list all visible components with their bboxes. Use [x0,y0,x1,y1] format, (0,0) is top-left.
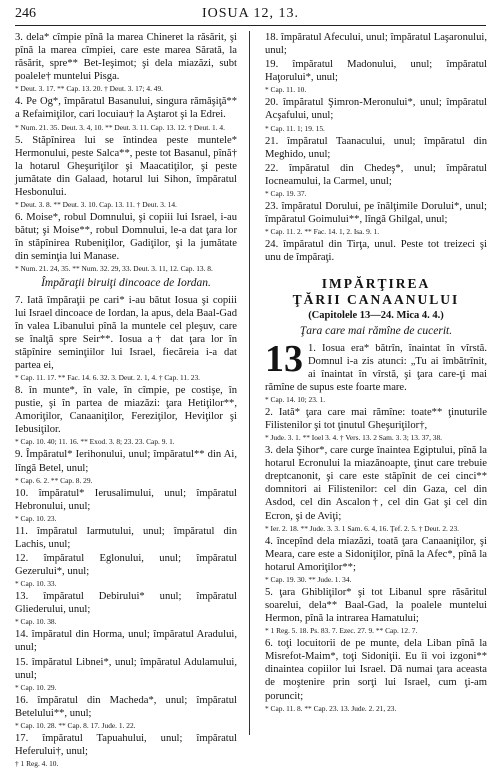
verse-text: 3. dela Şihor*, care curge înaintea Egiptului, pînă la hotarul Ecronului la miazănoapte, ţinut care trebuie dreptcanonit, şi care este stăpînit de cei cinci** domnitori ai Filistenilor: cel din Gaza, cel din Asdod, cel din Ascalon†, cel din Gat şi cel din Ecron, şi de Aviţi; [265,445,487,522]
verse-text: 10. împăratul* Ierusalimului, unul; împăratul Hebronului, unul; [15,487,237,512]
cross-reference: * Cap. 10. 23. [15,513,57,523]
chapter-opening-verse [265,337,487,394]
part-title: ŢĂRII CANAANULUI [292,292,460,308]
section-heading: Ţara care mai rămîne de cucerit. [299,325,453,338]
cross-reference: * Cap. 11. 17. ** Fac. 14. 6. 32. 3. Deut. 2. 1, 4. † Cap. 11. 23. [15,373,201,383]
cross-reference: * Cap. 10. 28. ** Cap. 8. 17. Jude. 1. 22. [15,720,136,730]
page-header [15,4,486,26]
verse-text: 5. ţara Ghibliţilor* şi tot Libanul spre răsăritul soarelui, dela** Baal-Gad, la poalele muntelui Hermon, pînă la intrarea Hamatului; [265,586,487,625]
verse-text: 23. împăratul Dorului, pe înălţimile Dorului*, unul; împăratul Goimului**, lîngă Ghilgal, unul; [265,200,487,226]
verse-text: 9. Împăratul* Ierihonului, unul; împăratul** din Ai, lîngă Betel, unul; [15,449,237,474]
column-divider [249,31,250,735]
verse-text: 4. începînd dela miazăzi, toată ţara Canaaniţilor, şi Meara, care este a Sidoniţilor, pînă la Afec*, pînă la hotarul Amoriţilor**; [265,535,487,573]
verse-text: 14. împăratul din Horma, unul; împăratul Aradului, unul; [15,629,237,654]
cross-reference: † 1 Reg. 4. 10. [15,759,59,769]
verse-text: 20. împăratul Şimron-Meronului*, unul; împăratul Acşafului, unul; [265,97,487,122]
verse-text: 12. împăratul Eglonului, unul; împăratul Gezerului*, unul; [15,553,237,578]
cross-reference: * Ier. 2. 18. ** Jude. 3. 3. 1 Sam. 6. 4, 16. Ţef. 2. 5. † Deut. 2. 23. [265,523,459,533]
verse-text: 8. în munte*, în vale, în cîmpie, pe costişe, în pustie, şi în partea de miazăzi: ţara Hetiţilor**, Amoriţilor, Canaaniţilor, Fereziţilor, Heviţilor şi Iebusiţilor. [15,385,237,436]
cross-reference: * Cap. 10. 33. [15,579,57,589]
cross-reference: * Cap. 10. 38. [15,617,57,627]
cross-reference: * 1 Reg. 5. 18. Ps. 83. 7. Ezec. 27. 9. ** Cap. 12. 7. [265,626,418,636]
cross-reference: * Cap. 19. 30. ** Jude. 1. 34. [265,574,352,584]
verse-text: 4. Pe Og*, împăratul Basanului, singura rămăşiţă** a Refaimiţilor, cari locuiau† la Aştarot şi la Edrei. [15,96,237,121]
cross-reference: * Cap. 6. 2. ** Cap. 8. 29. [15,475,93,485]
part-title: IMPĂRŢIREA [321,276,431,292]
cross-reference: * Cap. 14. 10; 23. 1. [265,394,326,404]
section-heading: Împăraţii biruiţi dincoace de Iordan. [41,277,211,290]
cross-reference: * Cap. 19. 37. [265,188,307,198]
running-head: IOSUA 12, 13. [201,6,299,21]
cross-reference: * Num. 21. 35. Deut. 3. 4, 10. ** Deut. 3. 11. Cap. 13. 12. † Deut. 1. 4. [15,122,225,132]
verse-text: 6. toţi locuitorii de pe munte, dela Liban pînă la Misrefot-Maim*, toţi Sidoniţii. Eu îi voi izgoni** dinaintea copiilor lui Israel. Dă numai ţara aceasta de moştenire prin sorţi lui Israel, cum ţi-am poruncit; [265,638,487,702]
verse-text: 17. împăratul Tapuahului, unul; împăratul Heferului†, unul; [15,732,237,758]
page-number: 246 [15,6,36,21]
verse-text: 13. împăratul Debirului* unul; împăratul Gliederului, unul; [15,591,237,616]
verse-text: 18. împăratul Afecului, unul; împăratul Laşaronului, unul; [265,32,487,57]
verse-text: 3. dela* cîmpie pînă la marea Chineret la răsărit, şi pînă la marea cîmpiei, care este marea Sărată, la răsărit, spre** Bet-Ieşimot; şi dela miazăzi, subt poalele† muntelui Pisga. [15,32,237,83]
verse-text: 6. Moise*, robul Domnului, şi copiii lui Israel, i-au bătut; şi Moise**, robul Domnului, le-a dat ţara lor în stăpînirea Rubeniţilor, Gadiţilor, şi la jumătate din seminţia lui Manase. [15,212,237,263]
verse-text: 21. împăratul Taanacului, unul; împăratul din Meghido, unul; [265,135,487,160]
chapter-number: 13 [265,337,303,380]
verse-text: 16. împăratul din Macheda*, unul; împăratul Betelului**, unul; [15,694,237,719]
right-column [265,31,487,737]
cross-reference: * Cap. 10. 40; 11. 16. ** Exod. 3. 8; 23. 23. Cap. 9. 1. [15,437,175,447]
part-subtitle: (Capitolele 13—24. Mica 4. 4.) [308,310,444,322]
cross-reference: * Deut. 3. 17. ** Cap. 13. 20. † Deut. 3. 17; 4. 49. [15,84,164,94]
verse-text: 11. împăratul Iarmutului, unul; împăratul din Lachis, unul; [15,525,237,550]
cross-reference: * Deut. 3. 8. ** Deut. 3. 10. Cap. 13. 11. † Deut. 3. 14. [15,200,177,210]
verse-text: 5. Stăpînirea lui se întindea peste muntele* Hermonului, peste Salca**, peste tot Basanul, pînă† la hotarul Gheşuriţilor şi Maacatiţilor, şi peste jumătate din Galaad, hotarul lui Sihon, împăratul Hesbonului. [15,134,237,198]
verse-text: 19. împăratul Madonului, unul; împăratul Haţorului*, unul; [265,59,487,84]
left-column [15,31,237,769]
cross-reference: * Cap. 11. 2. ** Fac. 14. 1, 2. Isa. 9. 1. [265,227,380,237]
cross-reference: * Jude. 3. 1. ** Ioel 3. 4. † Vers. 13. 2 Sam. 3. 3; 13. 37, 38. [265,433,443,443]
verse-text: 24. împăratul din Tirţa, unul. Peste tot treizeci şi unu de împăraţi. [265,239,487,264]
verse-text: 2. Iată* ţara care mai rămîne: toate** ţinuturile Filistenilor şi tot ţinutul Gheşuriţilor†, [265,406,487,431]
verse-text: 15. împăratul Libnei*, unul; împăratul Adulamului, unul; [15,656,237,681]
cross-reference: * Cap. 11. 1; 19. 15. [265,123,325,133]
cross-reference: * Cap. 11. 8. ** Cap. 23. 13. Jude. 2. 21, 23. [265,703,397,713]
verse-text: 7. Iată împăraţii pe cari* i-au bătut Iosua şi copiii lui Israel dincoace de Iordan, la apus, dela Baal-Gad în valea Libanului pînă la muntele cel pleşuv, care se înalţă spre Seir**. Iosua a† dat ţara lor în stăpînire seminţiilor lui Israel, fiecăreia i-a dat partea ei, [15,294,237,371]
cross-reference: * Cap. 10. 29. [15,682,57,692]
verse-text: 1. Iosua era* bătrîn, înaintat în vîrstă. Domnul i-a zis atunci: „Tu ai îmbătrînit, ai înaintat în vîrstă, şi ţara care-ţi mai rămîne de supus este foarte mare. [265,342,487,393]
cross-reference: * Num. 21. 24, 35. ** Num. 32. 29, 33. Deut. 3. 11, 12. Cap. 13. 8. [15,264,213,274]
cross-reference: * Cap. 11. 10. [265,85,307,95]
verse-text: 22. împăratul din Chedeş*, unul; împăratul Iocneamului, la Carmel, unul; [265,162,487,187]
